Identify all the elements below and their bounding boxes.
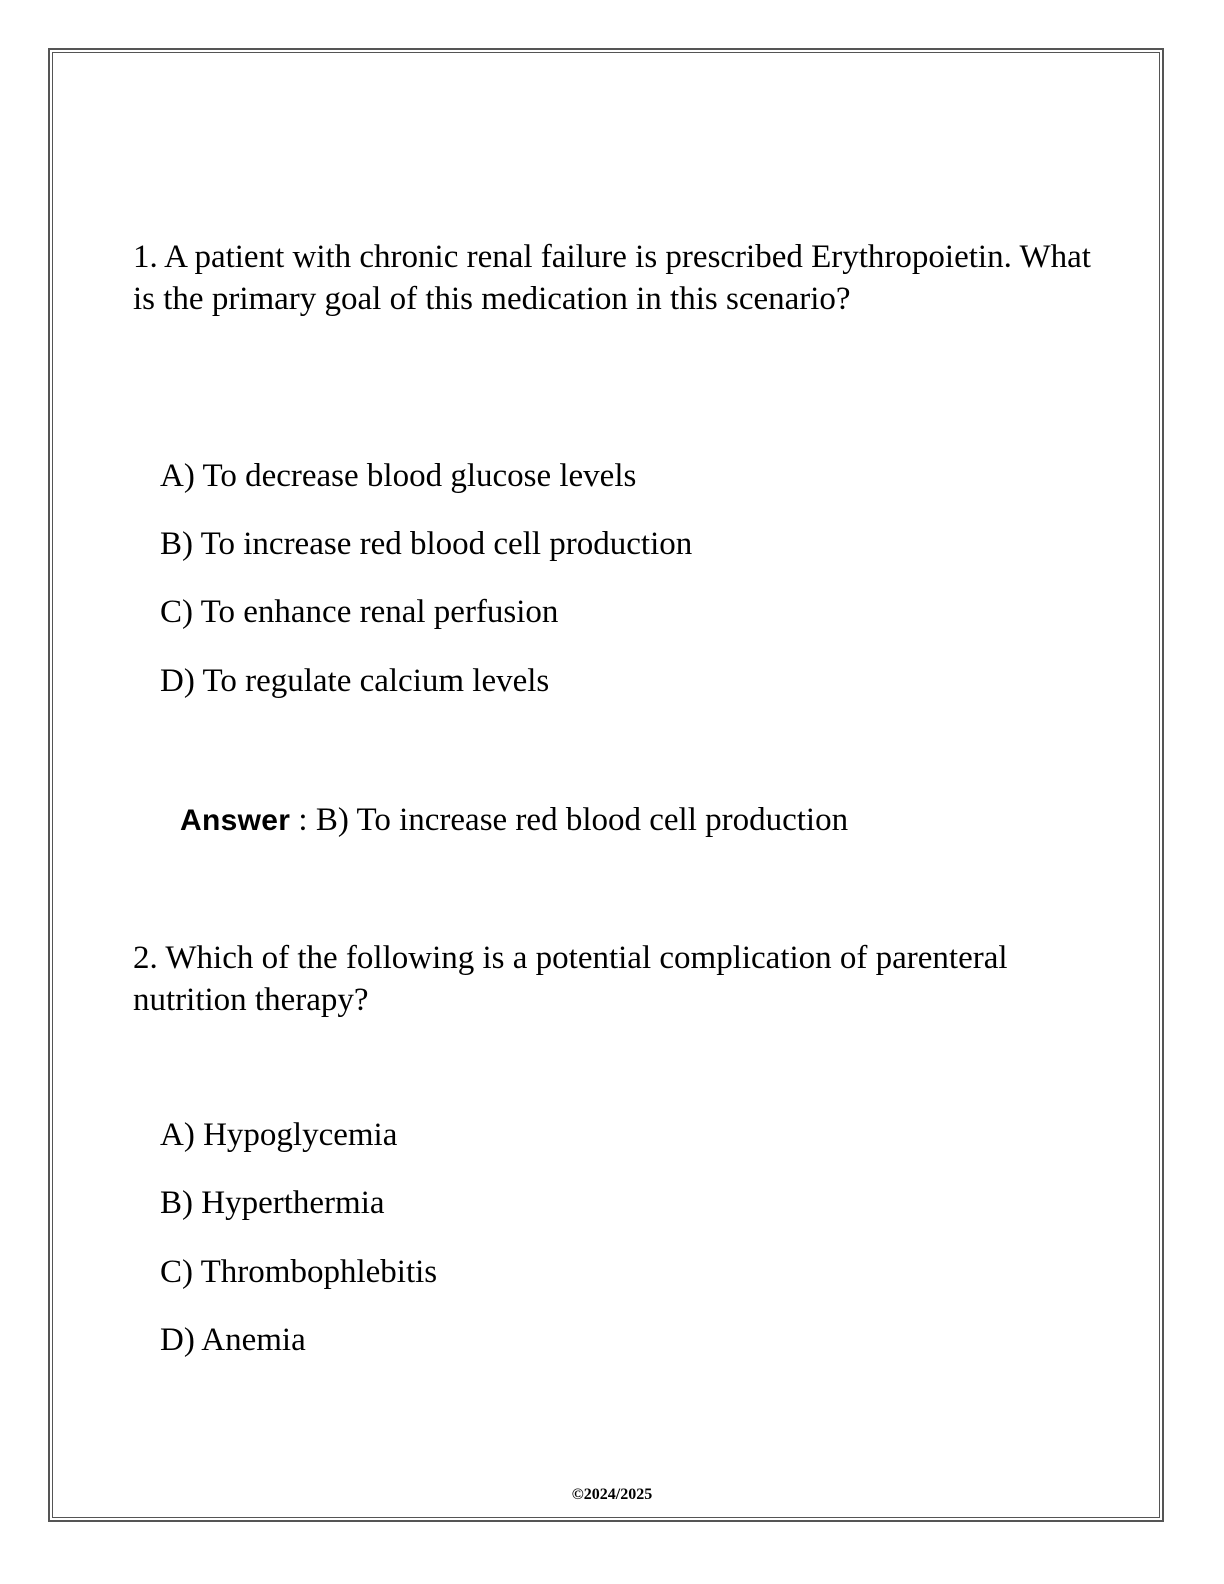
question-2-option-d: D) Anemia [160, 1322, 306, 1358]
question-2-option-c: C) Thrombophlebitis [160, 1254, 438, 1290]
copyright-footer: ©2024/2025 [571, 1486, 653, 1503]
question-1-option-d: D) To regulate calcium levels [160, 663, 550, 699]
question-2-text: 2. Which of the following is a potential complication of parenteral nutrition therapy? [133, 940, 1008, 1018]
question-2-option-b: B) Hyperthermia [160, 1185, 385, 1221]
question-1-option-a: A) To decrease blood glucose levels [160, 458, 637, 494]
question-2-option-a: A) Hypoglycemia [160, 1117, 398, 1153]
answer-text: : B) To increase red blood cell production [298, 802, 849, 838]
question-1-answer [180, 800, 848, 841]
question-1-option-b: B) To increase red blood cell production [160, 526, 693, 562]
question-1-option-c: C) To enhance renal perfusion [160, 594, 559, 630]
question-1-text: 1. A patient with chronic renal failure is prescribed Erythropoietin. What is the primary goal of this medication in this scenario? [133, 239, 1091, 317]
answer-label: Answer [180, 804, 291, 837]
